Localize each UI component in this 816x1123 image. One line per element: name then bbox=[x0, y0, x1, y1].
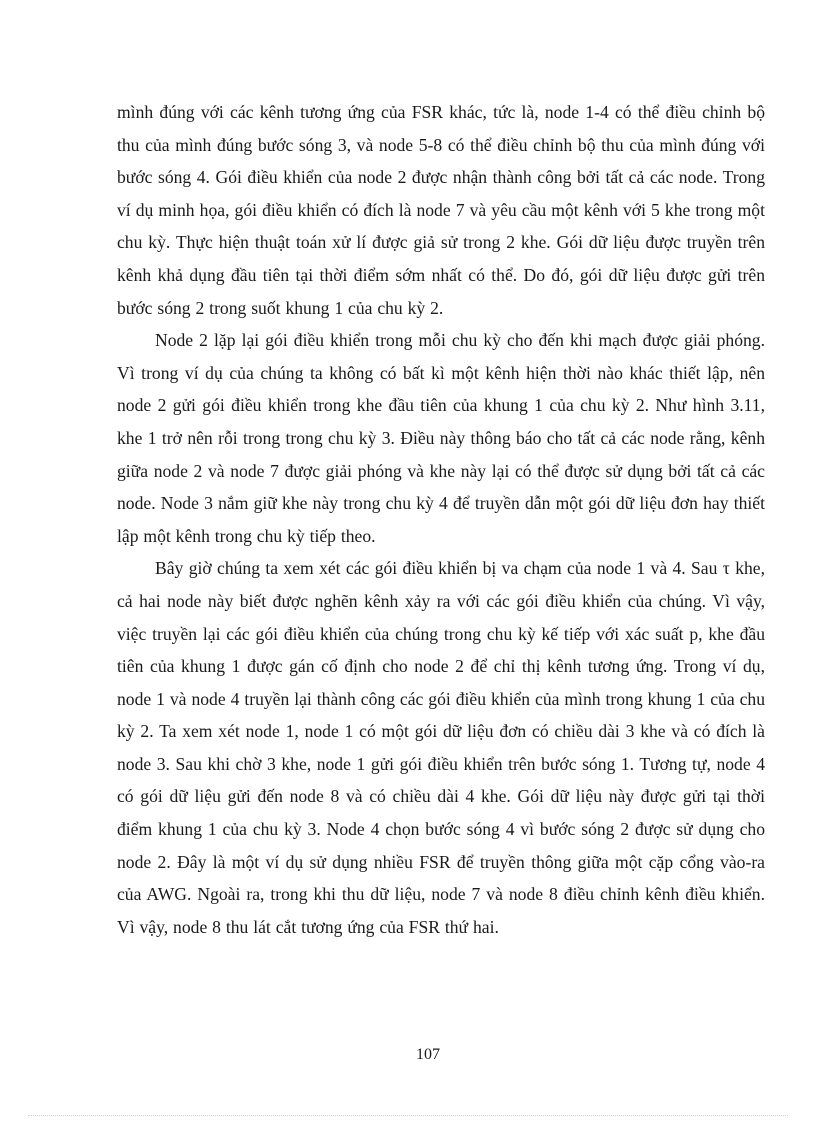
page-number: 107 bbox=[416, 1046, 440, 1063]
paragraph-continuation: mình đúng với các kênh tương ứng của FSR khác, tức là, node 1-4 có thể điều chỉnh bộ thu của mình đúng bước sóng 3, và node 5-8 có thể điều chỉnh bộ thu của mình đúng với bước sóng 4. Gói điều khiển của node 2 được nhận thành công bởi tất cả các node. Trong ví dụ minh họa, gói điều khiển có đích là node 7 và yêu cầu một kênh với 5 khe trong một chu kỳ. Thực hiện thuật toán xử lí được giả sử trong 2 khe. Gói dữ liệu được truyền trên kênh khả dụng đầu tiên tại thời điểm sớm nhất có thể. Do đó, gói dữ liệu được gửi trên bước sóng 2 trong suốt khung 1 của chu kỳ 2. bbox=[117, 102, 765, 318]
paragraph-node2-repeat: Node 2 lặp lại gói điều khiển trong mỗi chu kỳ cho đến khi mạch được giải phóng. Vì trong ví dụ của chúng ta không có bất kì một kênh hiện thời nào khác thiết lập, nên node 2 gửi gói điều khiển trong khe đầu tiên của khung 1 của chu kỳ 2. Như hình 3.11, khe 1 trở nên rỗi trong trong chu kỳ 3. Điều này thông báo cho tất cả các node rằng, kênh giữa node 2 và node 7 được giải phóng và khe này lại có thể được sử dụng bởi tất cả các node. Node 3 nắm giữ khe này trong chu kỳ 4 để truyền dẫn một gói dữ liệu đơn hay thiết lập một kênh trong chu kỳ tiếp theo. bbox=[117, 330, 765, 546]
footer-divider bbox=[28, 1115, 788, 1116]
body-text bbox=[117, 96, 765, 943]
paragraph-collision: Bây giờ chúng ta xem xét các gói điều khiển bị va chạm của node 1 và 4. Sau τ khe, cả hai node này biết được nghẽn kênh xảy ra với các gói điều khiển của chúng. Vì vậy, việc truyền lại các gói điều khiển của chúng trong chu kỳ kế tiếp với xác suất p, khe đầu tiên của khung 1 được gán cố định cho node 2 để chỉ thị kênh tương ứng. Trong ví dụ, node 1 và node 4 truyền lại thành công các gói điều khiển của mình trong khung 1 của chu kỳ 2. Ta xem xét node 1, node 1 có một gói dữ liệu đơn có chiều dài 3 khe và có đích là node 3. Sau khi chờ 3 khe, node 1 gửi gói điều khiển trên bước sóng 1. Tương tự, node 4 có gói dữ liệu gửi đến node 8 và có chiều dài 4 khe. Gói dữ liệu này được gửi tại thời điểm khung 1 của chu kỳ 3. Node 4 chọn bước sóng 4 vì bước sóng 2 được sử dụng cho node 2. Đây là một ví dụ sử dụng nhiều FSR để truyền thông giữa một cặp cổng vào-ra của AWG. Ngoài ra, trong khi thu dữ liệu, node 7 và node 8 điều chỉnh kênh điều khiển. Vì vậy, node 8 thu lát cắt tương ứng của FSR thứ hai. bbox=[117, 558, 765, 937]
